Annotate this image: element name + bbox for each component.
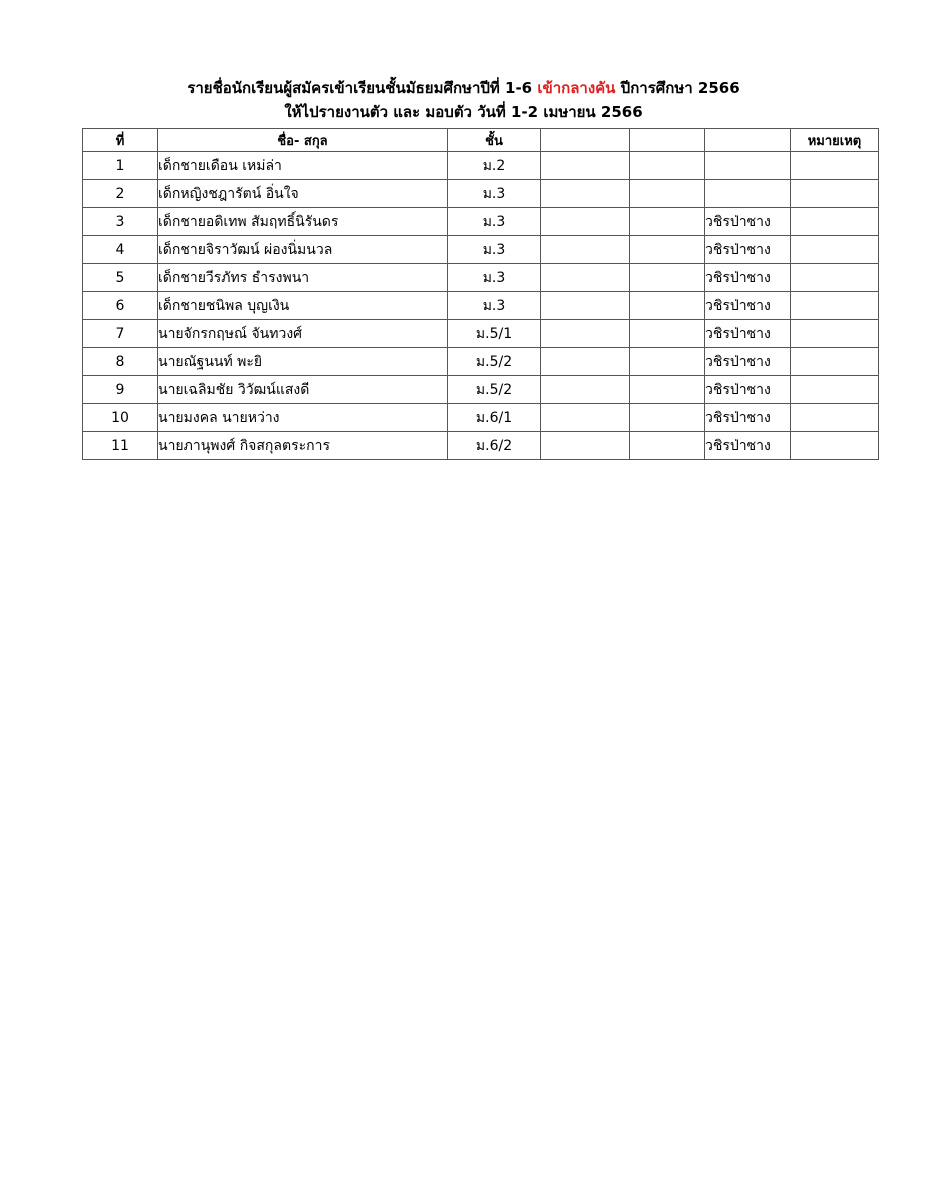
cell-no: 3	[83, 208, 158, 236]
table-row	[83, 404, 879, 432]
cell-grade: ม.5/2	[448, 348, 541, 376]
cell-school	[705, 152, 791, 180]
cell-name: นายภานุพงศ์ กิจสกุลตระการ	[158, 432, 448, 460]
cell-name: นายจักรกฤษณ์ จันทวงศ์	[158, 320, 448, 348]
table-header-row	[83, 129, 879, 152]
header-grade: ชั้น	[448, 129, 541, 152]
cell-remark	[791, 208, 879, 236]
table-row	[83, 180, 879, 208]
cell-no: 11	[83, 432, 158, 460]
cell-blank	[541, 376, 630, 404]
cell-remark	[791, 376, 879, 404]
cell-name: นายเฉลิมชัย วิวัฒน์แสงดี	[158, 376, 448, 404]
cell-blank	[630, 376, 705, 404]
cell-blank	[630, 264, 705, 292]
cell-remark	[791, 320, 879, 348]
cell-grade: ม.6/2	[448, 432, 541, 460]
cell-school: วชิรป่าซาง	[705, 404, 791, 432]
cell-no: 6	[83, 292, 158, 320]
cell-school: วชิรป่าซาง	[705, 264, 791, 292]
cell-no: 4	[83, 236, 158, 264]
cell-grade: ม.6/1	[448, 404, 541, 432]
cell-name: นายณัฐนนท์ พะยิ	[158, 348, 448, 376]
cell-grade: ม.3	[448, 292, 541, 320]
cell-no: 8	[83, 348, 158, 376]
cell-school: วชิรป่าซาง	[705, 320, 791, 348]
header-blank-2	[630, 129, 705, 152]
cell-grade: ม.5/1	[448, 320, 541, 348]
cell-blank	[630, 404, 705, 432]
cell-name: เด็กชายวีรภัทร ธำรงพนา	[158, 264, 448, 292]
document-subtitle: ให้ไปรายงานตัว และ มอบตัว วันที่ 1-2 เมษายน 2566	[284, 103, 643, 121]
table-row	[83, 236, 879, 264]
cell-remark	[791, 264, 879, 292]
cell-remark	[791, 236, 879, 264]
cell-name: เด็กชายเดือน เหม่ล่า	[158, 152, 448, 180]
cell-school	[705, 180, 791, 208]
cell-no: 1	[83, 152, 158, 180]
cell-grade: ม.3	[448, 236, 541, 264]
table-row	[83, 376, 879, 404]
cell-blank	[630, 208, 705, 236]
cell-school: วชิรป่าซาง	[705, 348, 791, 376]
cell-no: 7	[83, 320, 158, 348]
cell-remark	[791, 180, 879, 208]
table-row	[83, 152, 879, 180]
cell-grade: ม.2	[448, 152, 541, 180]
cell-blank	[630, 320, 705, 348]
cell-blank	[541, 264, 630, 292]
cell-blank	[541, 292, 630, 320]
cell-blank	[541, 152, 630, 180]
cell-grade: ม.3	[448, 180, 541, 208]
cell-blank	[630, 236, 705, 264]
cell-blank	[541, 320, 630, 348]
title-text-part1: รายชื่อนักเรียนผู้สมัครเข้าเรียนชั้นมัธยมศึกษาปีที่ 1-6	[187, 79, 538, 97]
cell-no: 2	[83, 180, 158, 208]
cell-remark	[791, 432, 879, 460]
title-highlight-text: เข้ากลางคัน	[537, 79, 616, 97]
cell-school: วชิรป่าซาง	[705, 292, 791, 320]
table-row	[83, 264, 879, 292]
document-header	[0, 76, 927, 124]
table-row	[83, 292, 879, 320]
cell-name: เด็กหญิงชฎารัตน์ อิ่นใจ	[158, 180, 448, 208]
cell-blank	[630, 348, 705, 376]
table-row	[83, 348, 879, 376]
cell-school: วชิรป่าซาง	[705, 376, 791, 404]
header-blank-1	[541, 129, 630, 152]
header-blank-3	[705, 129, 791, 152]
cell-blank	[630, 152, 705, 180]
cell-blank	[541, 180, 630, 208]
cell-no: 9	[83, 376, 158, 404]
cell-remark	[791, 292, 879, 320]
cell-name: เด็กชายอดิเทพ สัมฤทธิ์นิรันดร	[158, 208, 448, 236]
header-remark: หมายเหตุ	[791, 129, 879, 152]
cell-remark	[791, 152, 879, 180]
cell-blank	[541, 236, 630, 264]
cell-school: วชิรป่าซาง	[705, 236, 791, 264]
cell-blank	[541, 348, 630, 376]
header-name: ชื่อ- สกุล	[158, 129, 448, 152]
cell-name: เด็กชายจิราวัฒน์ ผ่องนิ่มนวล	[158, 236, 448, 264]
cell-blank	[630, 432, 705, 460]
document-title	[0, 76, 927, 100]
cell-grade: ม.5/2	[448, 376, 541, 404]
cell-school: วชิรป่าซาง	[705, 208, 791, 236]
cell-blank	[541, 432, 630, 460]
cell-blank	[630, 292, 705, 320]
cell-blank	[630, 180, 705, 208]
cell-name: นายมงคล นายหว่าง	[158, 404, 448, 432]
cell-name: เด็กชายชนิพล บุญเงิน	[158, 292, 448, 320]
table-row	[83, 432, 879, 460]
cell-grade: ม.3	[448, 264, 541, 292]
cell-blank	[541, 404, 630, 432]
table-row	[83, 208, 879, 236]
student-roster-table	[82, 128, 879, 460]
header-no: ที่	[83, 129, 158, 152]
cell-remark	[791, 348, 879, 376]
title-text-part2: ปีการศึกษา 2566	[615, 79, 740, 97]
cell-no: 5	[83, 264, 158, 292]
cell-blank	[541, 208, 630, 236]
cell-grade: ม.3	[448, 208, 541, 236]
cell-school: วชิรป่าซาง	[705, 432, 791, 460]
cell-no: 10	[83, 404, 158, 432]
cell-remark	[791, 404, 879, 432]
table-row	[83, 320, 879, 348]
